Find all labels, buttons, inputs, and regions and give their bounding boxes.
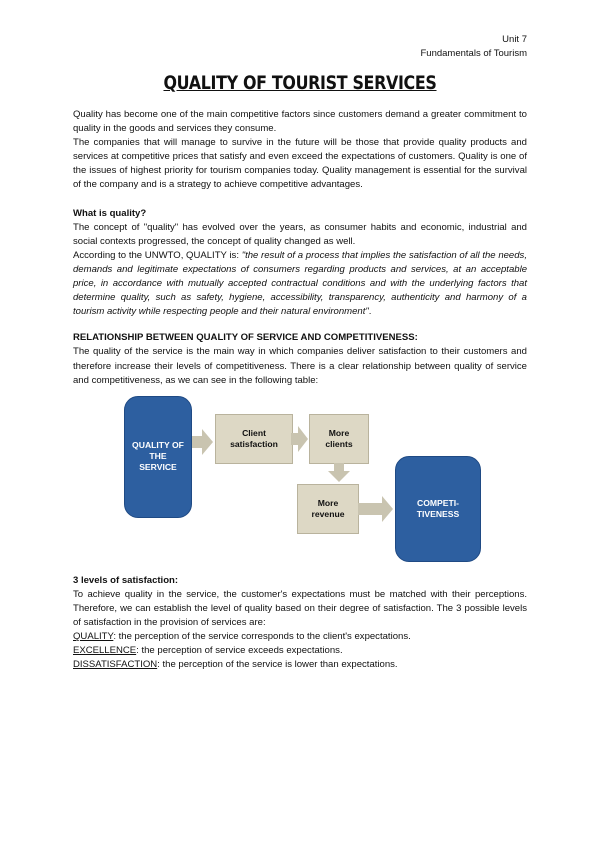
more-clients-box: More clients bbox=[309, 414, 369, 464]
level-dissatisfaction bbox=[73, 658, 527, 672]
page-title: QUALITY OF TOURIST SERVICES bbox=[163, 73, 437, 94]
quality-term: QUALITY bbox=[73, 631, 114, 643]
intro-paragraph-1: Quality has become one of the main competitive factors since customers demand a greater commitment to quality in the goods and services they consume. bbox=[73, 109, 527, 135]
quality-concept-paragraph: The concept of "quality" has evolved over the years, as consumer habits and economic, industrial and social contexts progressed, the concept of quality changed as well. bbox=[73, 221, 527, 247]
what-is-quality-heading: What is quality? bbox=[73, 207, 147, 219]
document-body bbox=[73, 108, 527, 672]
relationship-paragraph: The quality of the service is the main way in which companies deliver satisfaction to their customers and therefore increase their levels of competitiveness. There is a clear relationship between quality of service and competitiveness, as we can see in the following table: bbox=[73, 346, 527, 386]
levels-paragraph: To achieve quality in the service, the customer's expectations must be matched with their perceptions. Therefore, we can establish the level of quality based on their degree of satisfaction. The 3 possible levels of satisfaction in the provision of services are: bbox=[73, 588, 527, 628]
level-quality bbox=[73, 630, 527, 644]
quality-competitiveness-diagram bbox=[73, 394, 527, 566]
arrow-right-icon bbox=[291, 424, 309, 454]
unwto-end: . bbox=[368, 306, 372, 318]
dissatisfaction-definition: : the perception of the service is lower than expectations. bbox=[157, 659, 398, 671]
unwto-lead: According to the UNWTO, QUALITY is: bbox=[73, 249, 242, 261]
arrow-right-icon bbox=[192, 427, 214, 457]
levels-heading: 3 levels of satisfaction: bbox=[73, 574, 179, 586]
dissatisfaction-term: DISSATISFACTION bbox=[73, 659, 158, 671]
subject-label: Fundamentals of Tourism bbox=[420, 48, 527, 59]
competitiveness-box: COMPETI-TIVENESS bbox=[395, 456, 481, 562]
page-header bbox=[421, 33, 528, 61]
intro-paragraph-2: The companies that will manage to survive in the future will be those that provide quality products and services at competitive prices that satisfy and even exceed the expectations of customers. Quality is one of the issues of highest priority for tourism companies today. Quality management is essential for the survival of the company and is a strategy to achieve competitive advantages. bbox=[73, 137, 527, 191]
excellence-definition: : the perception of service exceeds expectations. bbox=[136, 645, 343, 657]
quality-of-service-box: QUALITY OF THE SERVICE bbox=[124, 396, 192, 518]
arrow-down-icon bbox=[327, 463, 351, 483]
unwto-quote: "the result of a process that implies the satisfaction of all the needs, demands and legitimate expectations of consumers regarding products and services, at an acceptable price, in accordance with mutually accepted contractual conditions and with the underlying factors that determine quality, such as safety, hygiene, accessibility, transparency, authenticity and harmony of a tourism activity while respecting people and their natural environment" bbox=[73, 249, 527, 318]
unit-label: Unit 7 bbox=[502, 34, 527, 45]
excellence-term: EXCELLENCE bbox=[73, 645, 137, 657]
relationship-heading: RELATIONSHIP BETWEEN QUALITY OF SERVICE AND COMPETITIVENESS: bbox=[73, 332, 418, 344]
level-excellence bbox=[73, 644, 527, 658]
unwto-definition-paragraph bbox=[73, 249, 527, 319]
client-satisfaction-box: Client satisfaction bbox=[215, 414, 293, 464]
more-revenue-box: More revenue bbox=[297, 484, 359, 534]
arrow-right-icon bbox=[358, 494, 394, 524]
quality-definition: : the perception of the service corresponds to the client's expectations. bbox=[113, 631, 411, 643]
